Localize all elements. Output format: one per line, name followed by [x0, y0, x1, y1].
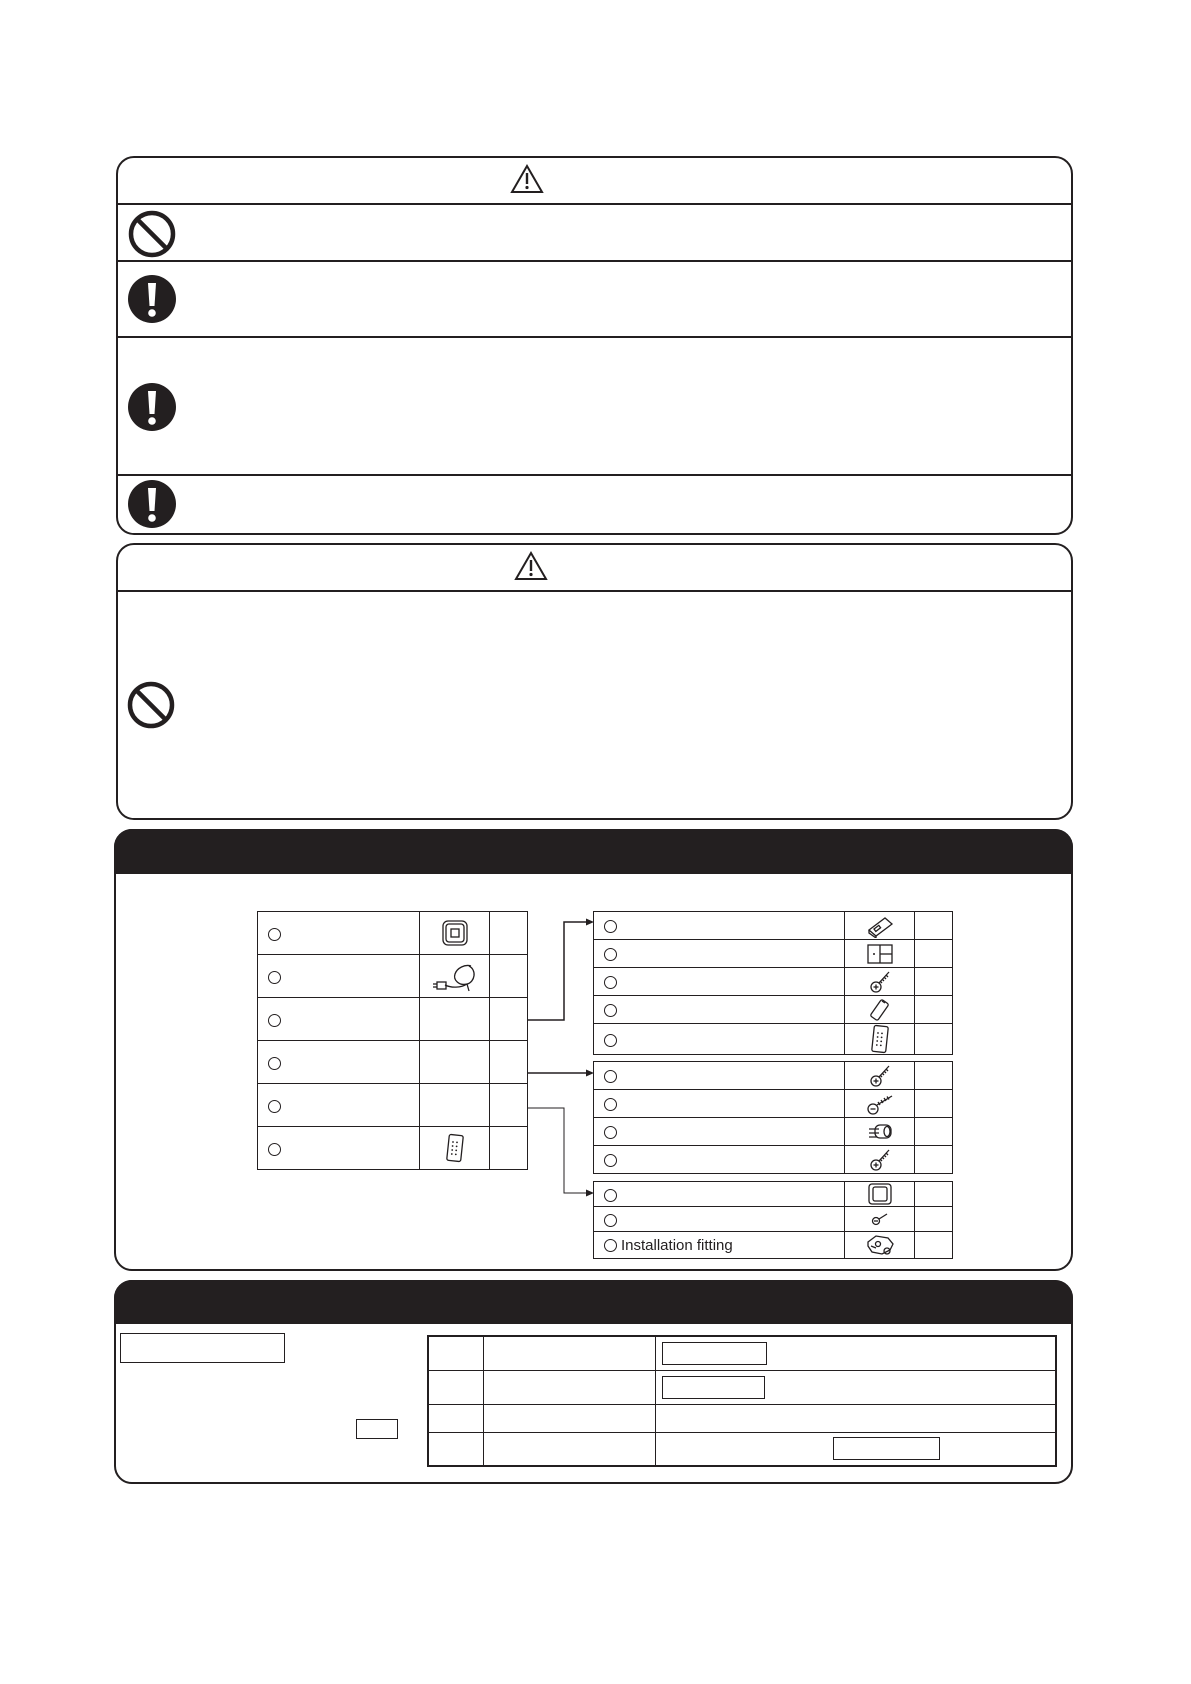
item-number-circle: [604, 948, 617, 961]
item-name-cell: [594, 1232, 845, 1259]
item-name-cell: [594, 968, 845, 996]
item-name-cell: [258, 1041, 420, 1084]
battery-icon: [845, 997, 914, 1023]
item-name-cell: [594, 940, 845, 968]
fitting-bracket-icon: [845, 1232, 914, 1258]
item-quantity-cell: [915, 1207, 953, 1232]
item-picture-cell: [845, 1207, 915, 1232]
item-name-cell: [594, 1146, 845, 1174]
item-name-cell: [594, 1062, 845, 1090]
item-picture-cell: [845, 1182, 915, 1207]
item-name-cell: [594, 1024, 845, 1055]
item-picture-cell: [845, 912, 915, 940]
spec-value-box: [833, 1437, 940, 1460]
spec-cell: [428, 1370, 483, 1404]
item-quantity-cell: [915, 1118, 953, 1146]
spec-cell: [483, 1336, 655, 1370]
item-name-cell: [258, 955, 420, 998]
specification-header: [114, 1280, 1073, 1324]
spec-cell: [483, 1404, 655, 1432]
prohibition-icon: [127, 209, 177, 259]
item-quantity-cell: [915, 912, 953, 940]
divider: [117, 260, 1072, 262]
item-name-cell: [258, 998, 420, 1041]
table-row: [258, 1127, 528, 1170]
specification-table: [427, 1335, 1057, 1467]
item-name-cell: [594, 1207, 845, 1232]
item-name-cell: [594, 912, 845, 940]
caution-panel: [116, 543, 1073, 820]
screw-icon: [845, 1147, 914, 1173]
item-picture-cell: [845, 1146, 915, 1174]
table-row: [594, 1232, 953, 1259]
item-number-circle: [604, 1126, 617, 1139]
table-row: [258, 912, 528, 955]
spec-cell: [483, 1432, 655, 1466]
spec-value-box: [662, 1376, 765, 1399]
table-row: [594, 1118, 953, 1146]
item-picture-cell: [420, 955, 490, 998]
item-number-circle: [604, 1004, 617, 1017]
cable-icon: [420, 958, 489, 994]
item-number-circle: [268, 1143, 281, 1156]
item-picture-cell: [845, 940, 915, 968]
item-number-circle: [604, 976, 617, 989]
item-picture-cell: [420, 998, 490, 1041]
table-row: [258, 1041, 528, 1084]
item-name-cell: [594, 1118, 845, 1146]
spec-cell: [655, 1336, 1056, 1370]
spec-cell: [483, 1370, 655, 1404]
item-quantity-cell: [915, 1090, 953, 1118]
table-row: [594, 1090, 953, 1118]
item-quantity-cell: [915, 996, 953, 1024]
item-label: Installation fitting: [621, 1236, 733, 1254]
item-quantity-cell: [915, 1062, 953, 1090]
item-name-cell: [258, 1084, 420, 1127]
long-screw-icon: [845, 1092, 914, 1116]
anchor-icon: [845, 1121, 914, 1143]
item-picture-cell: [420, 1084, 490, 1127]
item-picture-cell: [420, 912, 490, 955]
mandatory-action-icon: [127, 479, 177, 529]
item-number-circle: [604, 1189, 617, 1202]
item-number-circle: [604, 1070, 617, 1083]
small-screw-icon: [845, 1211, 914, 1227]
connector-arrows: [520, 905, 600, 1205]
mounting-plate-icon: [845, 943, 914, 965]
item-picture-cell: [845, 1090, 915, 1118]
item-name-cell: [258, 912, 420, 955]
item-quantity-cell: [915, 1146, 953, 1174]
item-quantity-cell: [915, 1232, 953, 1259]
item-quantity-cell: [915, 1024, 953, 1055]
item-picture-cell: [420, 1041, 490, 1084]
item-number-circle: [268, 971, 281, 984]
item-quantity-cell: [915, 940, 953, 968]
remote-control-icon: [845, 1024, 914, 1054]
accessories-header: [114, 829, 1073, 874]
item-name-cell: [594, 1182, 845, 1207]
item-picture-cell: [845, 1062, 915, 1090]
item-number-circle: [268, 1014, 281, 1027]
item-number-circle: [268, 928, 281, 941]
table-row: [594, 1024, 953, 1055]
table-row: [594, 912, 953, 940]
label-box: [120, 1333, 285, 1363]
frame-icon: [845, 1182, 914, 1206]
mandatory-action-icon: [127, 274, 177, 324]
divider: [117, 474, 1072, 476]
item-name-cell: [594, 996, 845, 1024]
divider: [117, 336, 1072, 338]
divider: [117, 590, 1072, 592]
item-number-circle: [604, 1154, 617, 1167]
item-picture-cell: [845, 996, 915, 1024]
item-quantity-cell: [915, 1182, 953, 1207]
small-label-box: [356, 1419, 398, 1439]
prohibition-icon: [126, 680, 176, 730]
screw-icon: [845, 1063, 914, 1089]
spec-cell: [428, 1404, 483, 1432]
screw-icon: [845, 969, 914, 995]
item-picture-cell: [845, 968, 915, 996]
warning-triangle-icon: [514, 551, 548, 581]
spec-cell: [428, 1432, 483, 1466]
item-number-circle: [604, 1214, 617, 1227]
remote-control-icon: [420, 1133, 489, 1163]
item-picture-cell: [845, 1024, 915, 1055]
item-name-cell: [258, 1127, 420, 1170]
warning-panel: [116, 156, 1073, 535]
accessory-table-main: [257, 911, 528, 1170]
table-row: [594, 940, 953, 968]
item-number-circle: [604, 1239, 617, 1252]
item-picture-cell: [845, 1232, 915, 1259]
accessory-table-kit-2: [593, 1061, 953, 1174]
warning-triangle-icon: [510, 164, 544, 194]
spec-value-box: [662, 1342, 767, 1365]
spec-cell: [655, 1370, 1056, 1404]
table-row: [258, 1084, 528, 1127]
accessory-table-kit-3: [593, 1181, 953, 1259]
table-row: [258, 998, 528, 1041]
item-number-circle: [268, 1100, 281, 1113]
spec-cell: [428, 1336, 483, 1370]
remote-holder-icon: [845, 914, 914, 938]
item-number-circle: [604, 1098, 617, 1111]
table-row: [594, 968, 953, 996]
square-plate-icon: [420, 918, 489, 948]
item-name-cell: [594, 1090, 845, 1118]
accessory-table-kit-1: [593, 911, 953, 1055]
table-row: [258, 955, 528, 998]
item-quantity-cell: [915, 968, 953, 996]
item-number-circle: [268, 1057, 281, 1070]
table-row: [594, 996, 953, 1024]
mandatory-action-icon: [127, 382, 177, 432]
table-row: [594, 1182, 953, 1207]
item-number-circle: [604, 920, 617, 933]
table-row: [594, 1146, 953, 1174]
item-picture-cell: [420, 1127, 490, 1170]
item-picture-cell: [845, 1118, 915, 1146]
table-row: [594, 1062, 953, 1090]
table-row: [594, 1207, 953, 1232]
divider: [117, 203, 1072, 205]
spec-cell: [655, 1404, 1056, 1432]
spec-cell: [655, 1432, 1056, 1466]
item-number-circle: [604, 1034, 617, 1047]
